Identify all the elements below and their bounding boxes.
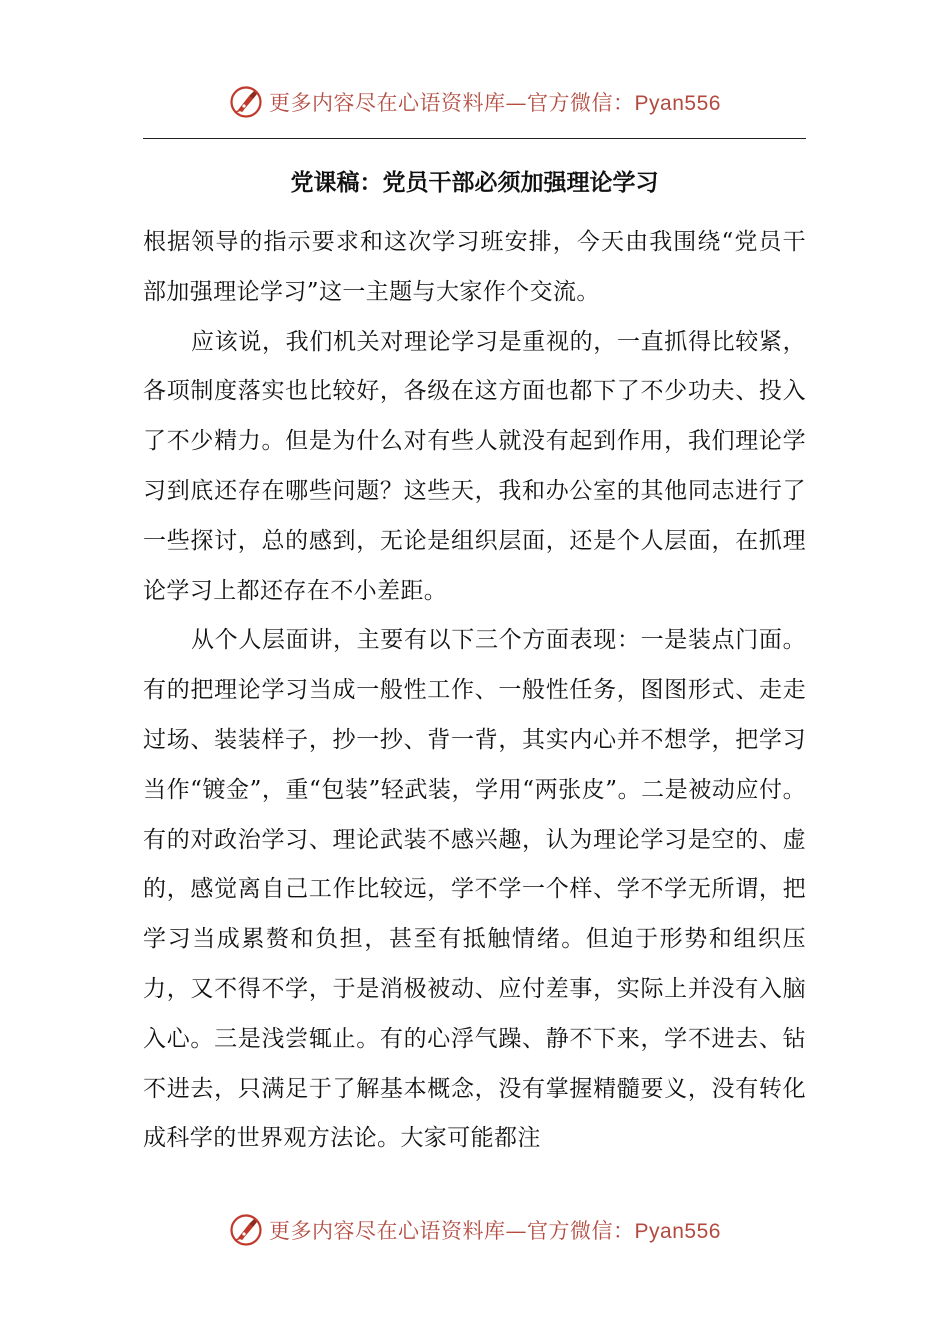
- header-banner-cn: 更多内容尽在心语资料库—官方微信：: [269, 91, 635, 115]
- footer-banner-text: [269, 1215, 721, 1245]
- footer-banner-wechat-id: Pyan556: [634, 1220, 721, 1243]
- paragraph-individual-level: 从个人层面讲，主要有以下三个方面表现：一是装点门面。有的把理论学习当成一般性工作、一般性任务，图图形式、走走过场、装装样子，抄一抄、背一背，其实内心并不想学，把学习当作“镀金”，重“包装”轻武装，学用“两张皮”。二是被动应付。有的对政治学习、理论武装不感兴趣，认为理论学习是空的、虚的，感觉离自己工作比较远，学不学一个样、学不学无所谓，把学习当成累赘和负担，甚至有抵触情绪。但迫于形势和组织压力，又不得不学，于是消极被动、应付差事，实际上并没有入脑入心。三是浅尝辄止。有的心浮气躁、静不下来，学不进去、钻不进去，只满足于了解基本概念，没有掌握精髓要义，没有转化成科学的世界观方法论。大家可能都注: [143, 627, 806, 1152]
- header-banner-wechat-id: Pyan556: [634, 92, 721, 115]
- paragraph-assessment: 应该说，我们机关对理论学习是重视的，一直抓得比较紧，各项制度落实也比较好，各级在这方面也都下了不少功夫、投入了不少精力。但是为什么对有些人就没有起到作用，我们理论学习到底还存在哪些问题？这些天，我和办公室的其他同志进行了一些探讨，总的感到，无论是组织层面，还是个人层面，在抓理论学习上都还存在不小差距。: [143, 328, 806, 604]
- header-divider: [143, 138, 806, 139]
- pen-nib-logo-icon: [229, 1213, 263, 1247]
- pen-nib-logo-icon: [229, 85, 263, 119]
- footer-banner-cn: 更多内容尽在心语资料库—官方微信：: [269, 1219, 635, 1243]
- paragraph-intro: 根据领导的指示要求和这次学习班安排，今天由我围绕“党员干部加强理论学习”这一主题与大家作个交流。: [143, 229, 806, 305]
- document-body: [143, 218, 806, 1164]
- header-banner: [0, 82, 950, 122]
- footer-banner: [0, 1210, 950, 1250]
- document-title: 党课稿：党员干部必须加强理论学习: [290, 170, 659, 196]
- header-banner-text: [269, 87, 721, 117]
